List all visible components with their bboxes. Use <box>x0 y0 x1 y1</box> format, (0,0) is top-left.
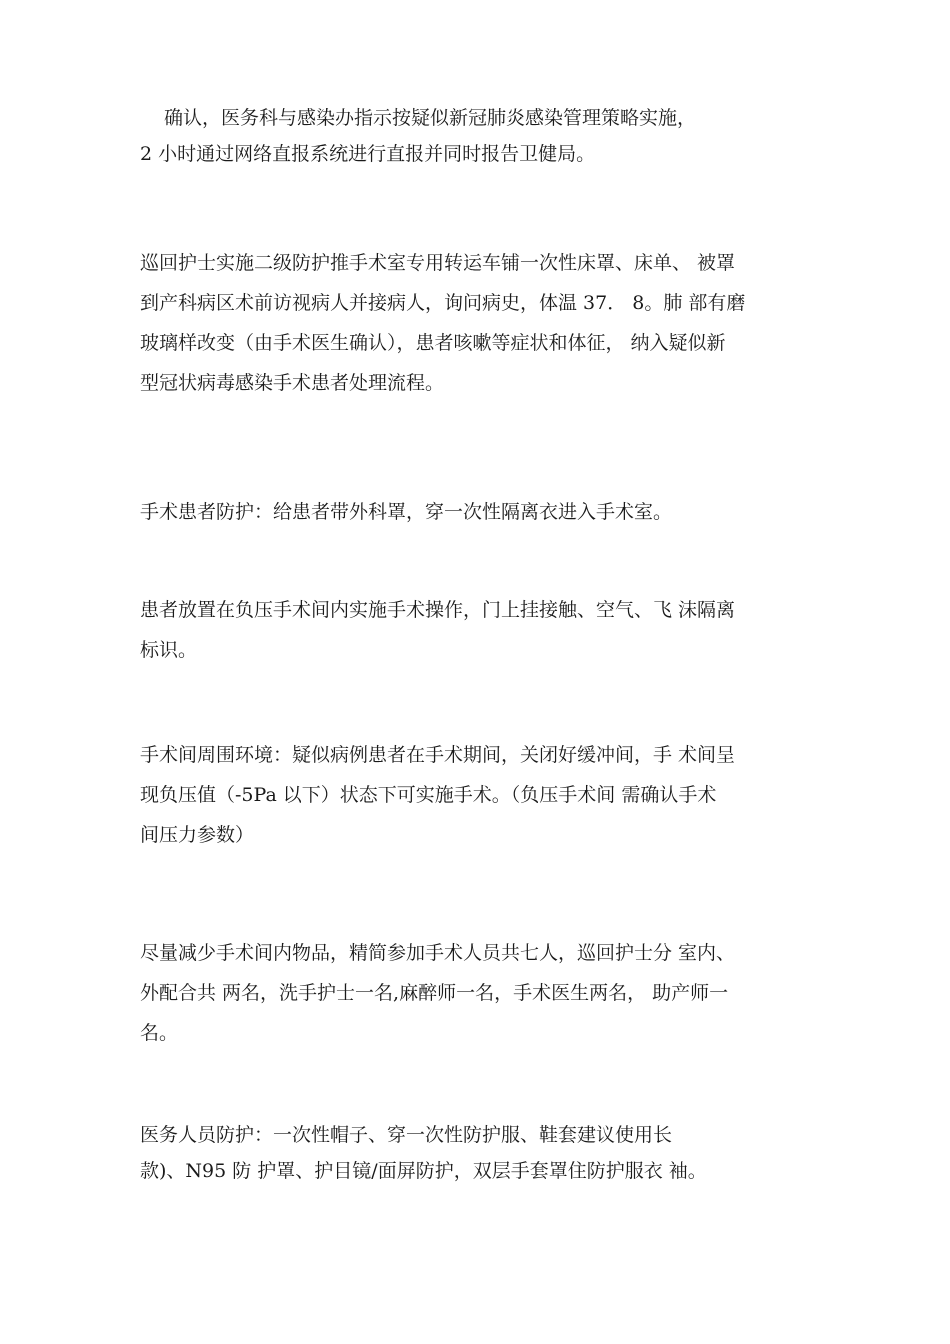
paragraph-line: 型冠状病毒感染手术患者处理流程。 <box>140 372 445 394</box>
paragraph-patient-transfer <box>140 243 820 403</box>
paragraph-line: 名。 <box>140 1022 179 1044</box>
paragraph-staffing <box>140 933 820 1053</box>
paragraph-line: 手术间周围环境：疑似病例患者在手术期间，关闭好缓冲间，手 术间呈 <box>140 744 736 766</box>
paragraph-line: 巡回护士实施二级防护推手术室专用转运车铺一次性床罩、床单、 被罩 <box>140 252 736 274</box>
paragraph-line: 医务人员防护：一次性帽子、穿一次性防护服、鞋套建议使用长 <box>140 1124 673 1146</box>
paragraph-room-environment <box>140 735 820 855</box>
paragraph-line: 确认，医务科与感染办指示按疑似新冠肺炎感染管理策略实施， <box>164 107 697 129</box>
paragraph-reporting <box>140 100 820 172</box>
paragraph-line: 患者放置在负压手术间内实施手术操作，门上挂接触、空气、飞 沫隔离 <box>140 599 736 621</box>
paragraph-line: 玻璃样改变（由手术医生确认），患者咳嗽等症状和体征， 纳入疑似新 <box>140 332 726 354</box>
paragraph-line: 到产科病区术前访视病人并接病人，询问病史，体温 37． 8。肺 部有磨 <box>140 292 746 314</box>
paragraph-negative-pressure-room <box>140 590 820 670</box>
paragraph-line: 间压力参数） <box>140 824 255 846</box>
paragraph-line: 款)、N95 防 护罩、护目镜/面屏防护，双层手套罩住防护服衣 袖。 <box>140 1160 707 1182</box>
paragraph-line: 尽量减少手术间内物品，精简参加手术人员共七人，巡回护士分 室内、 <box>140 942 736 964</box>
paragraph-staff-protection <box>140 1117 820 1189</box>
paragraph-line: 现负压值（-5Pa 以下）状态下可实施手术。（负压手术间 需确认手术 <box>140 784 717 806</box>
paragraph-line: 外配合共 两名，洗手护士一名,麻醉师一名，手术医生两名， 助产师一 <box>140 982 729 1004</box>
paragraph-line: 手术患者防护：给患者带外科罩，穿一次性隔离衣进入手术室。 <box>140 501 673 523</box>
paragraph-line: 标识。 <box>140 639 198 661</box>
paragraph-line: 2 小时通过网络直报系统进行直报并同时报告卫健局。 <box>140 143 596 165</box>
paragraph-patient-protection <box>140 492 820 532</box>
